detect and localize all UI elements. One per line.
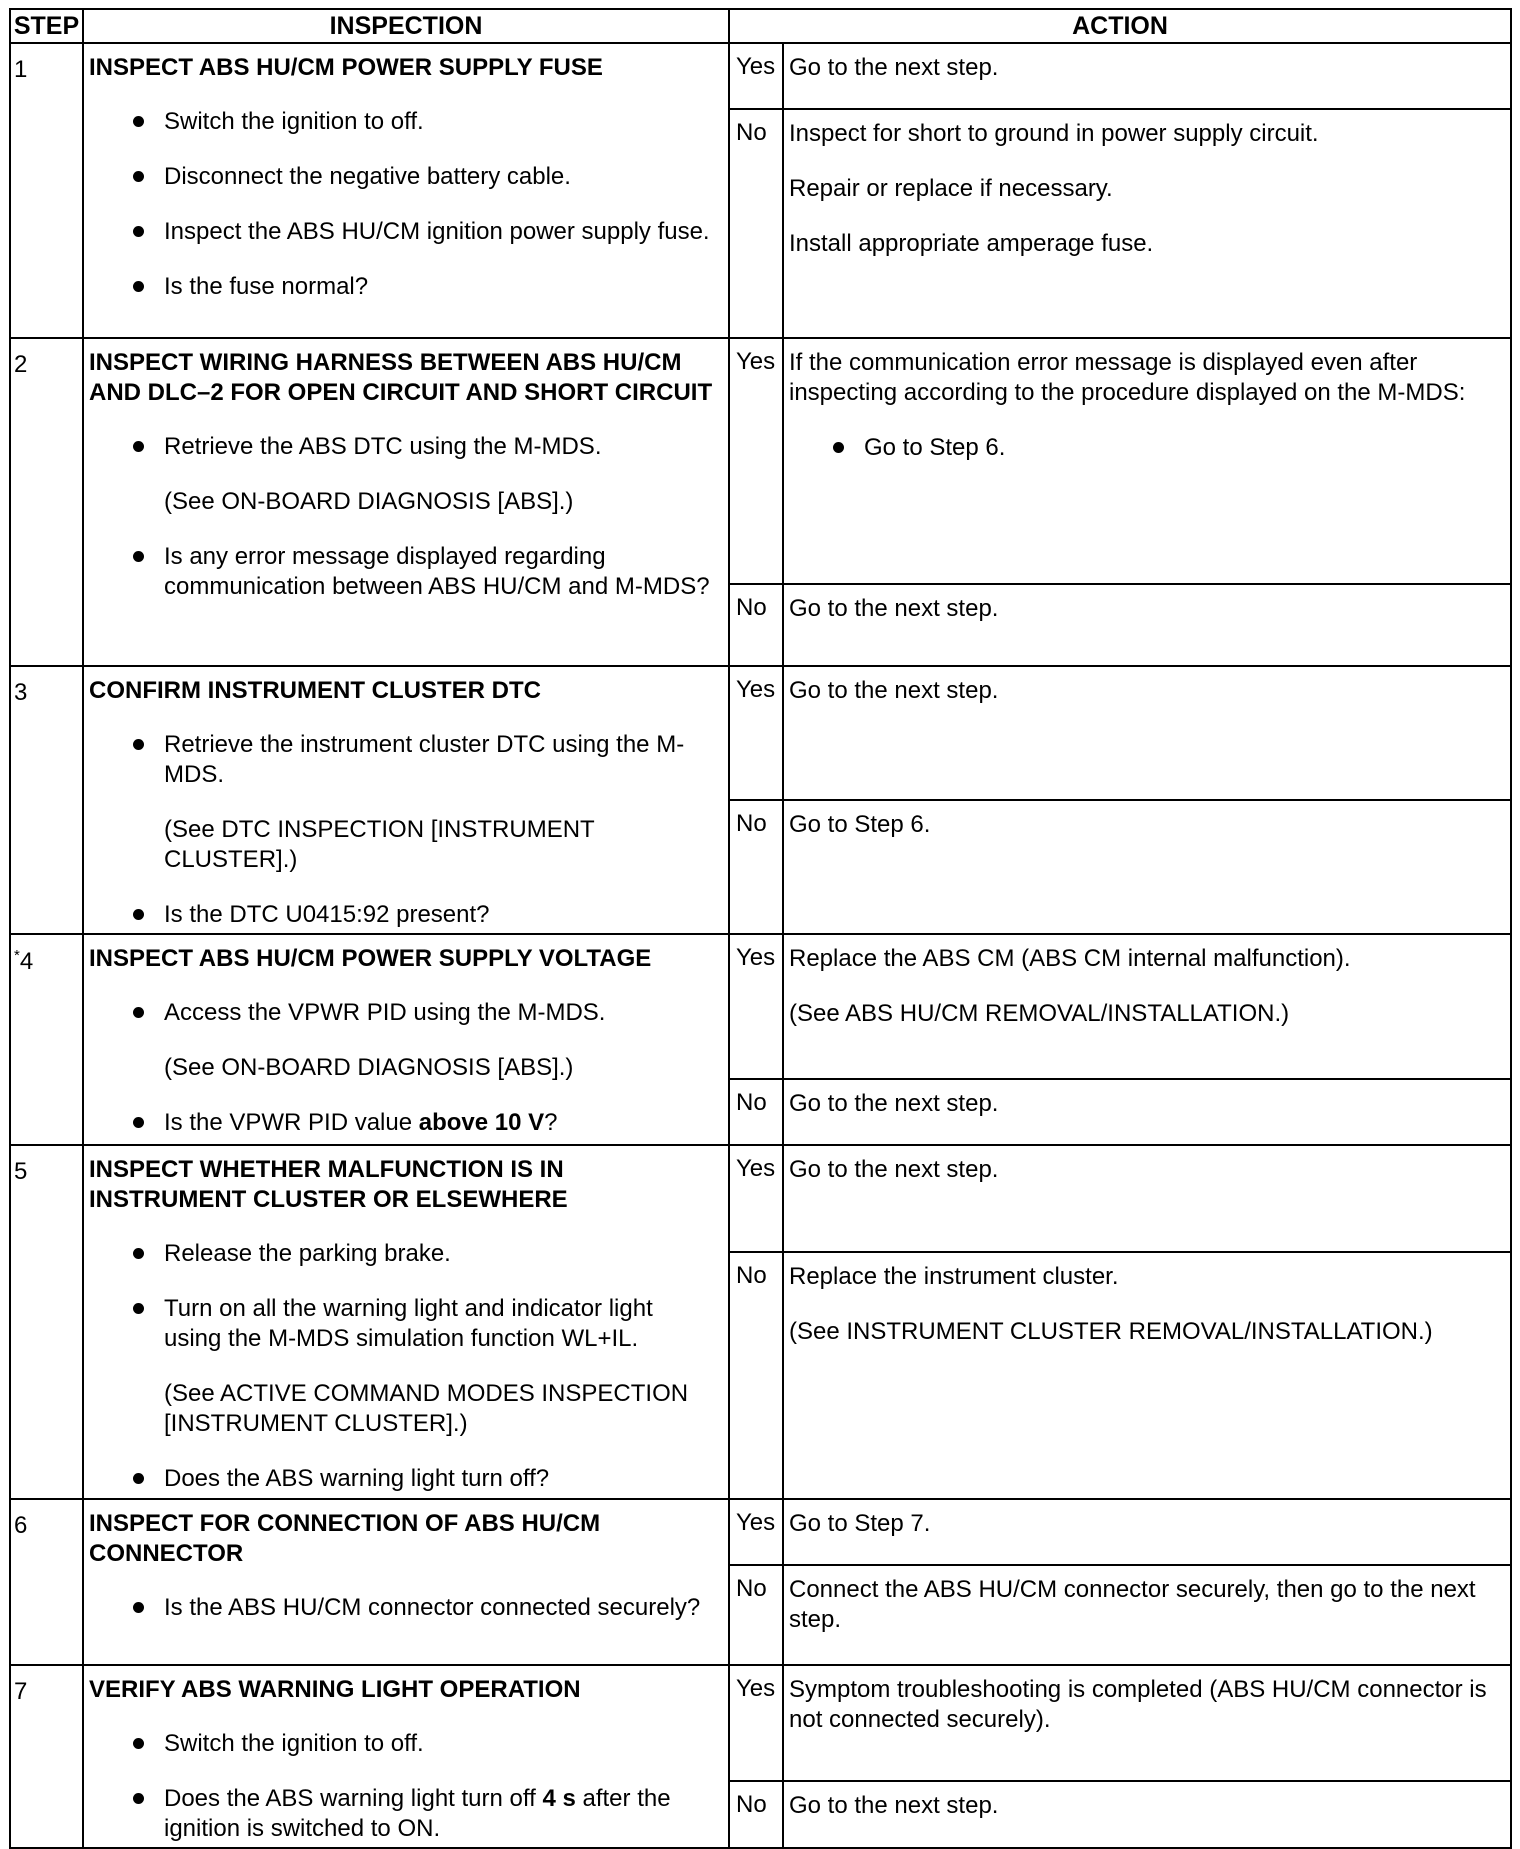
yes-label: Yes — [729, 338, 783, 584]
inspection-bullet: Does the ABS warning light turn off 4 s after the ignition is switched to ON. — [89, 1784, 716, 1844]
inspection-bullet: Is the fuse normal? — [89, 272, 716, 302]
step-7-row — [10, 1665, 1511, 1781]
no-label: No — [729, 800, 783, 934]
no-label: No — [729, 109, 783, 338]
header-row — [10, 9, 1511, 43]
no-action: Go to the next step. — [783, 1781, 1511, 1848]
inspection-cell — [83, 43, 729, 338]
inspection-bullet: Disconnect the negative battery cable. — [89, 162, 716, 192]
bullet-icon — [133, 1738, 144, 1749]
step-number: 5 — [10, 1145, 83, 1499]
step-3-row — [10, 666, 1511, 800]
yes-action: Go to the next step. — [783, 666, 1511, 800]
inspection-bullet: Access the VPWR PID using the M-MDS. — [89, 998, 716, 1028]
bullet-icon — [133, 1007, 144, 1018]
bullet-icon — [133, 1117, 144, 1128]
step-number: 6 — [10, 1499, 83, 1665]
no-action: Inspect for short to ground in power supply circuit. Repair or replace if necessary. Install appropriate amperage fuse. — [783, 109, 1511, 338]
step-number: 3 — [10, 666, 83, 934]
yes-action: Go to the next step. — [783, 43, 1511, 109]
inspection-cell — [83, 338, 729, 666]
header-action: ACTION — [729, 9, 1511, 43]
inspection-bullet: Is any error message displayed regarding communication between ABS HU/CM and M-MDS? — [89, 542, 716, 602]
yes-label: Yes — [729, 934, 783, 1079]
no-action: Go to Step 6. — [783, 800, 1511, 934]
inspection-cell — [83, 1145, 729, 1499]
no-action: Replace the instrument cluster. (See INSTRUMENT CLUSTER REMOVAL/INSTALLATION.) — [783, 1252, 1511, 1499]
step-number: *4 — [10, 934, 83, 1145]
inspection-note: (See DTC INSPECTION [INSTRUMENT CLUSTER].) — [164, 816, 595, 873]
inspection-note: (See ACTIVE COMMAND MODES INSPECTION [INSTRUMENT CLUSTER].) — [164, 1380, 689, 1437]
bullet-icon — [133, 1793, 144, 1804]
yes-label: Yes — [729, 43, 783, 109]
step-number: 1 — [10, 43, 83, 338]
step-number: 2 — [10, 338, 83, 666]
action-bullet: Go to Step 6. — [789, 433, 1500, 463]
bullet-icon — [133, 739, 144, 750]
inspection-title: VERIFY ABS WARNING LIGHT OPERATION — [89, 1676, 581, 1703]
inspection-bullet: Turn on all the warning light and indicator light using the M-MDS simulation function WL+IL. — [89, 1294, 716, 1354]
no-label: No — [729, 584, 783, 666]
inspection-bullet: Switch the ignition to off. — [89, 107, 716, 137]
inspection-cell — [83, 1499, 729, 1665]
no-label: No — [729, 1252, 783, 1499]
bullet-icon — [833, 442, 844, 453]
bullet-icon — [133, 441, 144, 452]
inspection-title: INSPECT FOR CONNECTION OF ABS HU/CM CONNECTOR — [89, 1510, 601, 1567]
inspection-note: (See ON-BOARD DIAGNOSIS [ABS].) — [164, 1054, 574, 1081]
no-action: Go to the next step. — [783, 1079, 1511, 1145]
bullet-icon — [133, 551, 144, 562]
step-6-row — [10, 1499, 1511, 1565]
inspection-bullet: Inspect the ABS HU/CM ignition power supply fuse. — [89, 217, 716, 247]
diagnostic-table — [9, 8, 1512, 1849]
step-asterisk: * — [14, 947, 20, 964]
step-1-row — [10, 43, 1511, 109]
header-step: STEP — [10, 9, 83, 43]
inspection-title: INSPECT WHETHER MALFUNCTION IS IN INSTRUMENT CLUSTER OR ELSEWHERE — [89, 1156, 568, 1213]
inspection-note: (See ON-BOARD DIAGNOSIS [ABS].) — [164, 488, 574, 515]
inspection-bullet: Retrieve the instrument cluster DTC using the M-MDS. — [89, 730, 716, 790]
no-action: Connect the ABS HU/CM connector securely, then go to the next step. — [783, 1565, 1511, 1665]
header-inspection: INSPECTION — [83, 9, 729, 43]
inspection-title: INSPECT ABS HU/CM POWER SUPPLY FUSE — [89, 54, 603, 81]
bullet-icon — [133, 909, 144, 920]
inspection-cell — [83, 934, 729, 1145]
inspection-bullet: Is the DTC U0415:92 present? — [89, 900, 716, 930]
yes-action: Go to the next step. — [783, 1145, 1511, 1252]
inspection-bullet: Does the ABS warning light turn off? — [89, 1464, 716, 1494]
yes-action: Replace the ABS CM (ABS CM internal malfunction). (See ABS HU/CM REMOVAL/INSTALLATION.) — [783, 934, 1511, 1079]
bullet-icon — [133, 116, 144, 127]
bullet-icon — [133, 1473, 144, 1484]
inspection-title: INSPECT ABS HU/CM POWER SUPPLY VOLTAGE — [89, 945, 652, 972]
yes-label: Yes — [729, 1145, 783, 1252]
yes-action: If the communication error message is displayed even after inspecting according to the procedure displayed on the M-MDS: Go to Step 6. — [783, 338, 1511, 584]
bullet-icon — [133, 1602, 144, 1613]
step-5-row — [10, 1145, 1511, 1252]
no-label: No — [729, 1781, 783, 1848]
inspection-cell — [83, 666, 729, 934]
inspection-title: CONFIRM INSTRUMENT CLUSTER DTC — [89, 677, 541, 704]
inspection-title: INSPECT WIRING HARNESS BETWEEN ABS HU/CM AND DLC–2 FOR OPEN CIRCUIT AND SHORT CIRCUIT — [89, 349, 713, 406]
step-number: 7 — [10, 1665, 83, 1848]
bullet-icon — [133, 171, 144, 182]
bullet-icon — [133, 1248, 144, 1259]
bullet-icon — [133, 281, 144, 292]
yes-label: Yes — [729, 666, 783, 800]
inspection-cell — [83, 1665, 729, 1848]
yes-action: Go to Step 7. — [783, 1499, 1511, 1565]
no-action: Go to the next step. — [783, 584, 1511, 666]
bullet-icon — [133, 226, 144, 237]
inspection-bullet: Release the parking brake. — [89, 1239, 716, 1269]
no-label: No — [729, 1565, 783, 1665]
yes-label: Yes — [729, 1499, 783, 1565]
step-4-row — [10, 934, 1511, 1079]
inspection-bullet: Retrieve the ABS DTC using the M-MDS. — [89, 432, 716, 462]
yes-action: Symptom troubleshooting is completed (ABS HU/CM connector is not connected securely). — [783, 1665, 1511, 1781]
inspection-bullet: Is the ABS HU/CM connector connected securely? — [89, 1593, 716, 1623]
step-2-row — [10, 338, 1511, 584]
yes-label: Yes — [729, 1665, 783, 1781]
bullet-icon — [133, 1303, 144, 1314]
inspection-bullet: Is the VPWR PID value above 10 V? — [89, 1108, 716, 1138]
inspection-bullet: Switch the ignition to off. — [89, 1729, 716, 1759]
no-label: No — [729, 1079, 783, 1145]
